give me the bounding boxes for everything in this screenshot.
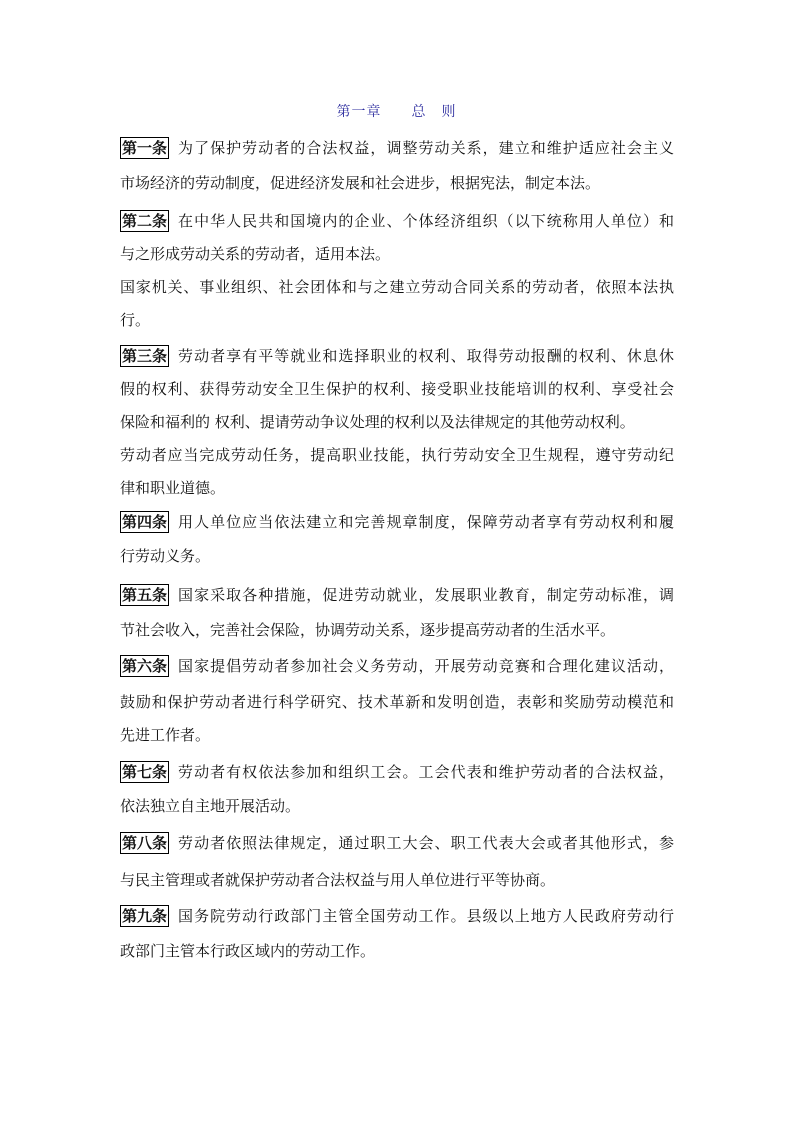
article-text-line — [120, 760, 674, 784]
article-label: 第五条 — [122, 586, 168, 604]
article-text: 律和职业道德。 — [120, 479, 226, 497]
article-text: 保险和福利的 权利、提请劳动争议处理的权利以及法律规定的其他劳动权利。 — [120, 413, 635, 431]
article-label: 第三条 — [122, 347, 168, 365]
article-text: 劳动者依照法律规定，通过职工大会、职工代表大会或者其他形式，参 — [177, 834, 674, 852]
article-text: 政部门主管本行政区域内的劳动工作。 — [120, 942, 376, 960]
article-label: 第二条 — [122, 212, 168, 230]
article-text: 劳动者应当完成劳动任务，提高职业技能，执行劳动安全卫生规程，遵守劳动纪 — [120, 446, 674, 464]
article-text-line — [120, 410, 674, 434]
article-label: 第一条 — [122, 139, 168, 157]
article-text-line — [120, 136, 674, 160]
article-text: 假的权利、获得劳动安全卫生保护的权利、接受职业技能培训的权利、享受社会 — [120, 380, 674, 398]
article-text-line — [120, 242, 674, 266]
article-text: 用人单位应当依法建立和完善规章制度，保障劳动者享有劳动权利和履 — [177, 513, 674, 531]
article-text: 国务院劳动行政部门主管全国劳动工作。县级以上地方人民政府劳动行 — [177, 907, 674, 925]
article-text-line — [120, 308, 674, 332]
article-text-line — [120, 583, 674, 607]
chapter-title: 第一章 总 则 — [336, 104, 457, 120]
article-text-line — [120, 831, 674, 855]
article-text: 先进工作者。 — [120, 726, 211, 744]
article-text: 国家提倡劳动者参加社会义务劳动，开展劳动竞赛和合理化建议活动， — [177, 657, 674, 675]
article-text-line — [120, 510, 674, 534]
article-text-line — [120, 868, 674, 892]
article-label: 第九条 — [122, 907, 168, 925]
article-text: 劳动者有权依法参加和组织工会。工会代表和维护劳动者的合法权益， — [177, 763, 674, 781]
article-text: 在中华人民共和国境内的企业、个体经济组织（以下统称用人单位）和 — [177, 212, 674, 230]
article-text: 为了保护劳动者的合法权益，调整劳动关系，建立和维护适应社会主义 — [177, 139, 674, 157]
article-text-line — [120, 275, 674, 299]
article-text: 与之形成劳动关系的劳动者，适用本法。 — [120, 245, 391, 263]
article-text: 行劳动义务。 — [120, 547, 211, 565]
article-text-line — [120, 654, 674, 678]
article-text-line — [120, 476, 674, 500]
article-label: 第八条 — [122, 834, 168, 852]
article-text-line — [120, 443, 674, 467]
article-text: 鼓励和保护劳动者进行科学研究、技术革新和发明创造，表彰和奖励劳动模范和 — [120, 693, 674, 711]
article-text-line — [120, 618, 674, 642]
article-text-line — [120, 171, 674, 195]
article-text-line — [120, 723, 674, 747]
article-text-line — [120, 377, 674, 401]
article-text: 劳动者享有平等就业和选择职业的权利、取得劳动报酬的权利、休息休 — [177, 347, 674, 365]
article-text-line — [120, 344, 674, 368]
article-text: 市场经济的劳动制度，促进经济发展和社会进步，根据宪法，制定本法。 — [120, 174, 601, 192]
article-label: 第四条 — [122, 513, 168, 531]
article-text-line — [120, 794, 674, 818]
article-text: 与民主管理或者就保护劳动者合法权益与用人单位进行平等协商。 — [120, 871, 556, 889]
article-text: 依法独立自主地开展活动。 — [120, 797, 301, 815]
article-text: 国家采取各种措施，促进劳动就业，发展职业教育，制定劳动标准，调 — [177, 586, 674, 604]
article-label: 第七条 — [122, 763, 168, 781]
article-text-line — [120, 939, 674, 963]
article-label: 第六条 — [122, 657, 168, 675]
article-text-line — [120, 690, 674, 714]
article-text-line — [120, 209, 674, 233]
article-text: 行。 — [120, 311, 151, 329]
article-text: 国家机关、事业组织、社会团体和与之建立劳动合同关系的劳动者，依照本法执 — [120, 278, 674, 296]
article-text: 节社会收入，完善社会保险，协调劳动关系，逐步提高劳动者的生活水平。 — [120, 621, 616, 639]
article-text-line — [120, 544, 674, 568]
article-text-line — [120, 904, 674, 928]
